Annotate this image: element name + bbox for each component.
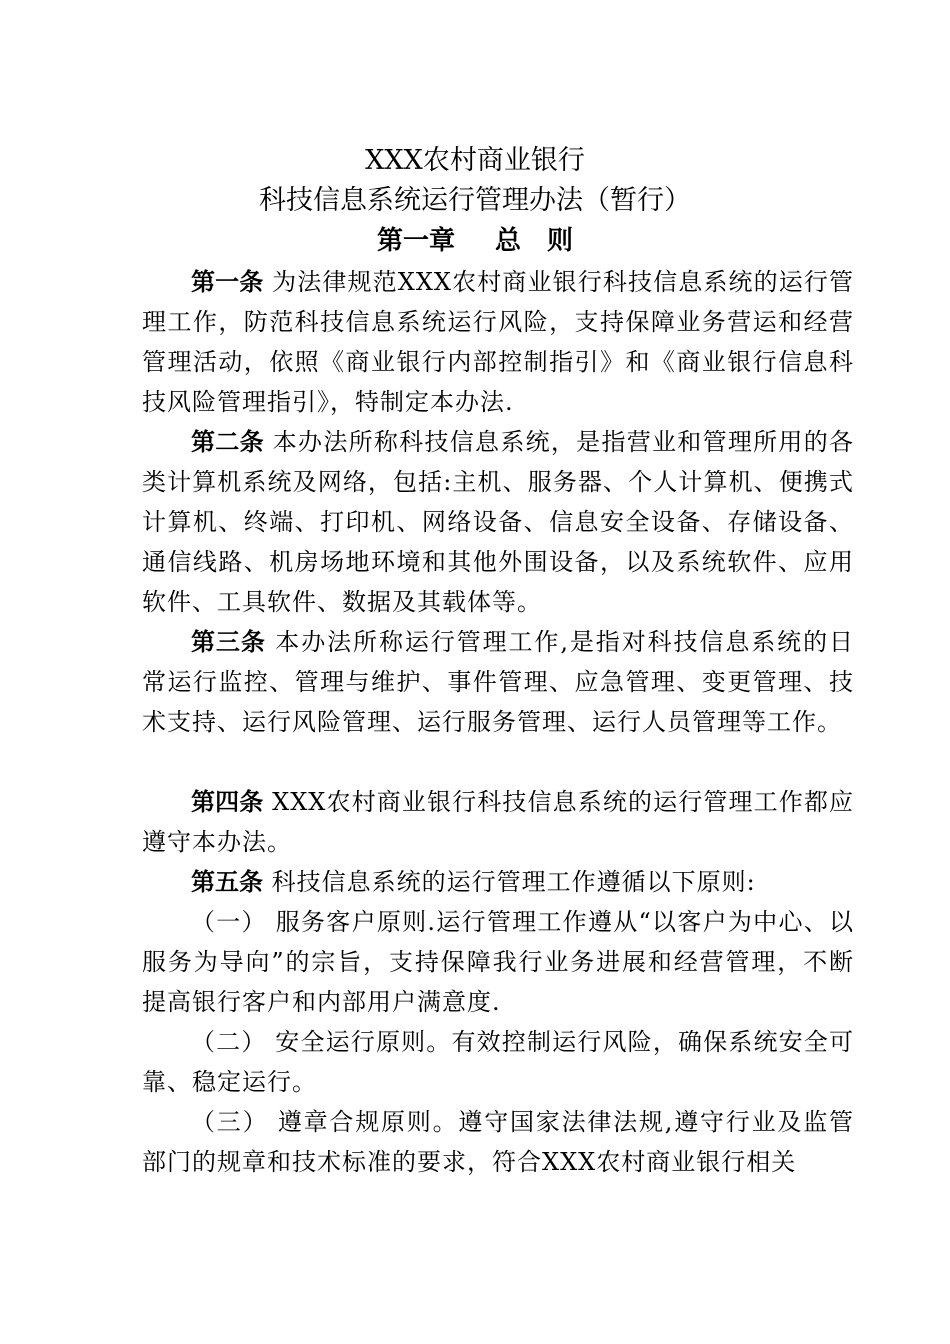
chapter-heading — [0, 224, 950, 258]
article-4-paragraph — [142, 782, 854, 862]
article-4-label: 第四条 — [191, 787, 264, 816]
principle-3-text: （三） 遵章合规原则。遵守国家法律法规,遵守行业及监管部门的规章和技术标准的要求，符合XXX农村商业银行相关 — [142, 1108, 854, 1176]
article-1-paragraph — [142, 262, 854, 422]
article-3-label: 第三条 — [191, 627, 266, 656]
document-title-line-2: 科技信息系统运行管理办法（暂行） — [259, 185, 691, 216]
article-1-label: 第一条 — [191, 267, 264, 296]
chapter-number: 第一章 — [376, 226, 455, 256]
article-5-paragraph — [142, 862, 854, 902]
principle-2-paragraph — [142, 1022, 854, 1102]
document-title-line-1: XXX农村商业银行 — [365, 145, 585, 176]
article-5-label: 第五条 — [191, 867, 263, 896]
article-2-text: 本办法所称科技信息系统，是指营业和管理所用的各类计算机系统及网络，包括:主机、服务器、个人计算机、便携式计算机、终端、打印机、网络设备、信息安全设备、存储设备、通信线路、机房场地环境和其他外围设备，以及系统软件、应用软件、工具软件、数据及其载体等。 — [142, 428, 854, 616]
principle-1-paragraph — [142, 902, 854, 1022]
article-2-paragraph — [142, 422, 854, 622]
principle-2-text: （二） 安全运行原则。有效控制运行风险，确保系统安全可靠、稳定运行。 — [142, 1028, 854, 1096]
principle-3-paragraph — [142, 1102, 854, 1182]
article-1-text: 为法律规范XXX农村商业银行科技信息系统的运行管理工作，防范科技信息系统运行风险，支持保障业务营运和经营管理活动，依照《商业银行内部控制指引》和《商业银行信息科技风险管理指引》，特制定本办法. — [142, 268, 854, 416]
article-3-text: 本办法所称运行管理工作,是指对科技信息系统的日常运行监控、管理与维护、事件管理、应急管理、变更管理、技术支持、运行风险管理、运行服务管理、运行人员管理等工作。 — [142, 628, 855, 736]
article-2-label: 第二条 — [191, 427, 264, 456]
article-3-paragraph — [142, 622, 854, 742]
article-5-text: 科技信息系统的运行管理工作遵循以下原则: — [263, 868, 756, 896]
article-4-text: XXX农村商业银行科技信息系统的运行管理工作都应遵守本办法。 — [142, 788, 854, 856]
principle-1-text: （一） 服务客户原则.运行管理工作遵从“以客户为中心、以服务为导向”的宗旨，支持保障我行业务进展和经营管理，不断提高银行客户和内部用户满意度. — [142, 908, 854, 1016]
chapter-name: 总 则 — [495, 226, 574, 256]
